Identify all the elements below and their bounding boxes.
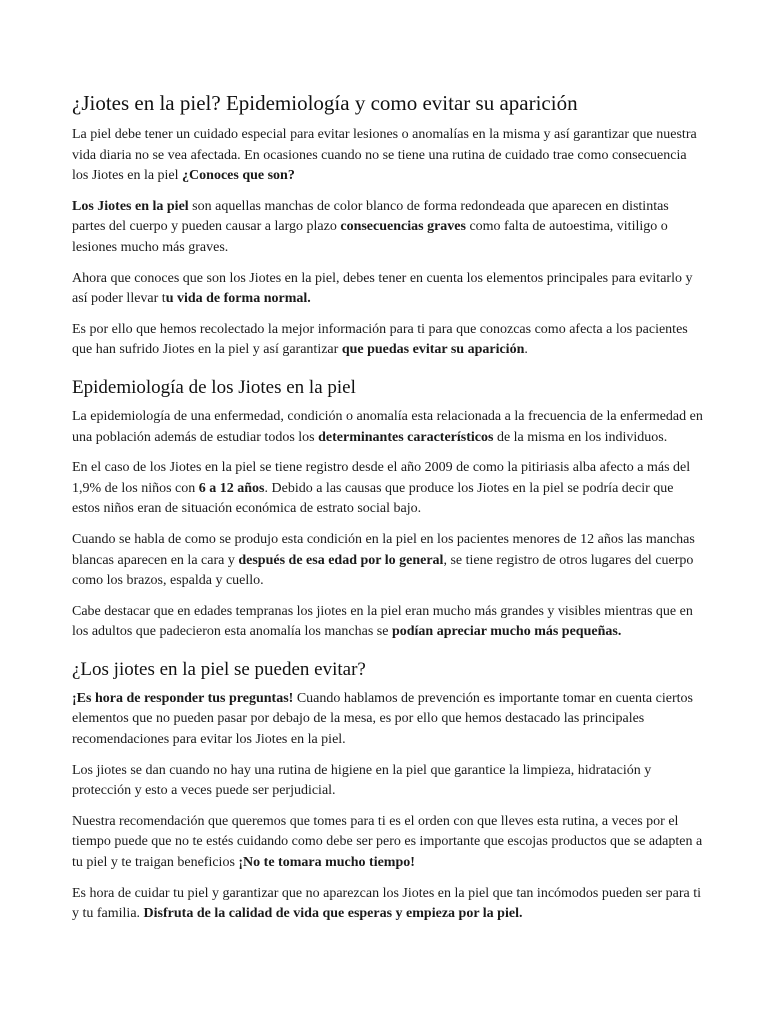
bold-text: podían apreciar mucho más pequeñas.	[391, 624, 622, 640]
text-run: Es hora de cuidar tu piel y garantizar que no aparezcan los Jiotes en la piel que tan incómodos pueden ser para ti y tu familia.	[72, 885, 701, 922]
bold-text: consecuencias graves	[340, 219, 466, 235]
intro-section	[72, 125, 704, 361]
bold-text: ¿Conoces que son?	[182, 168, 295, 184]
section-heading-epidemiologia: Epidemiología de los Jiotes en la piel	[72, 376, 356, 398]
text-run: Cuando se habla de como se produjo esta condición en la piel en los pacientes menores de 12 años las manchas blancas aparecen en la cara y	[72, 531, 695, 568]
section-heading-prevencion: ¿Los jiotes en la piel se pueden evitar?	[72, 658, 366, 680]
document-page	[72, 88, 704, 935]
paragraph	[72, 602, 704, 643]
paragraph	[72, 125, 704, 187]
paragraph	[72, 320, 704, 361]
paragraph	[72, 530, 704, 592]
prevencion-section	[72, 689, 704, 925]
bold-text: determinantes característicos	[318, 429, 494, 445]
text-run: Cuando hablamos de prevención es importante tomar en cuenta ciertos elementos que no pueden pasar por debajo de la mesa, es por ello que hemos destacado las principales recomendaciones para evitar los Jiotes en la piel.	[72, 690, 693, 748]
text-run: En el caso de los Jiotes en la piel se tiene registro desde el año 2009 de como la pitiriasis alba afecto a más del 1,9% de los niños con	[72, 460, 691, 496]
paragraph	[72, 197, 704, 259]
text-run: Nuestra recomendación que queremos que tomes para ti es el orden con que lleves esta rutina, a veces por el tiempo puede que no te estés cuidando como debe ser pero es importante que escojas productos que se adapten a tu piel y te traigan beneficios	[72, 813, 703, 871]
bold-text: ¡No te tomara mucho tiempo!	[238, 855, 415, 871]
bold-text: u vida de forma normal.	[165, 291, 311, 307]
bold-text: Los Jiotes en la piel	[72, 198, 189, 214]
text-run: La epidemiología de una enfermedad, condición o anomalía esta relacionada a la frecuencia de la enfermedad en una población además de estudiar todos los	[72, 408, 703, 445]
text-run: , se tiene registro de otros lugares del cuerpo como los brazos, espalda y cuello.	[72, 552, 694, 589]
epidemiologia-section	[72, 407, 704, 643]
text-run: .	[524, 342, 528, 358]
text-run: como falta de autoestima, vitiligo o lesiones mucho más graves.	[72, 219, 668, 255]
text-run: La piel debe tener un cuidado especial para evitar lesiones o anomalías en la misma y así garantizar que nuestra vida diaria no se vea afectada. En ocasiones cuando no se tiene una rutina de cuidado trae como consecuencia los Jiotes en la piel	[72, 127, 697, 184]
paragraph	[72, 689, 704, 751]
paragraph	[72, 761, 704, 802]
text-run: de la misma en los individuos.	[493, 429, 668, 445]
paragraph	[72, 269, 704, 310]
text-run: Los jiotes se dan cuando no hay una rutina de higiene en la piel que garantice la limpieza, hidratación y protección y esto a veces puede ser perjudicial.	[72, 762, 652, 799]
paragraph	[72, 812, 704, 874]
bold-text: que puedas evitar su aparición	[341, 342, 525, 358]
text-run: Cabe destacar que en edades tempranas los jiotes en la piel eran mucho más grandes y visibles mientras que en los adultos que padecieron esta anomalía los manchas se	[72, 603, 693, 640]
text-run: . Debido a las causas que produce los Jiotes en la piel se podría decir que estos niños eran de situación económica de estrato social bajo.	[72, 480, 674, 517]
bold-text: 6 a 12 años	[198, 480, 265, 496]
bold-text: después de esa edad por lo general	[238, 552, 444, 568]
bold-text: ¡Es hora de responder tus preguntas!	[72, 690, 294, 706]
paragraph	[72, 407, 704, 448]
text-run: Ahora que conoces que son los Jiotes en la piel, debes tener en cuenta los elementos principales para evitarlo y así poder llevar t	[72, 270, 693, 307]
text-run: Es por ello que hemos recolectado la mejor información para ti para que conozcas como afecta a los pacientes que han sufrido Jiotes en la piel y así garantizar	[72, 321, 688, 358]
paragraph	[72, 458, 704, 520]
bold-text: Disfruta de la calidad de vida que esperas y empieza por la piel.	[143, 906, 523, 922]
document-title: ¿Jiotes en la piel? Epidemiología y como evitar su aparición	[72, 91, 578, 115]
paragraph	[72, 884, 704, 925]
text-run: son aquellas manchas de color blanco de forma redondeada que aparecen en distintas partes del cuerpo y pueden causar a largo plazo	[72, 198, 669, 235]
